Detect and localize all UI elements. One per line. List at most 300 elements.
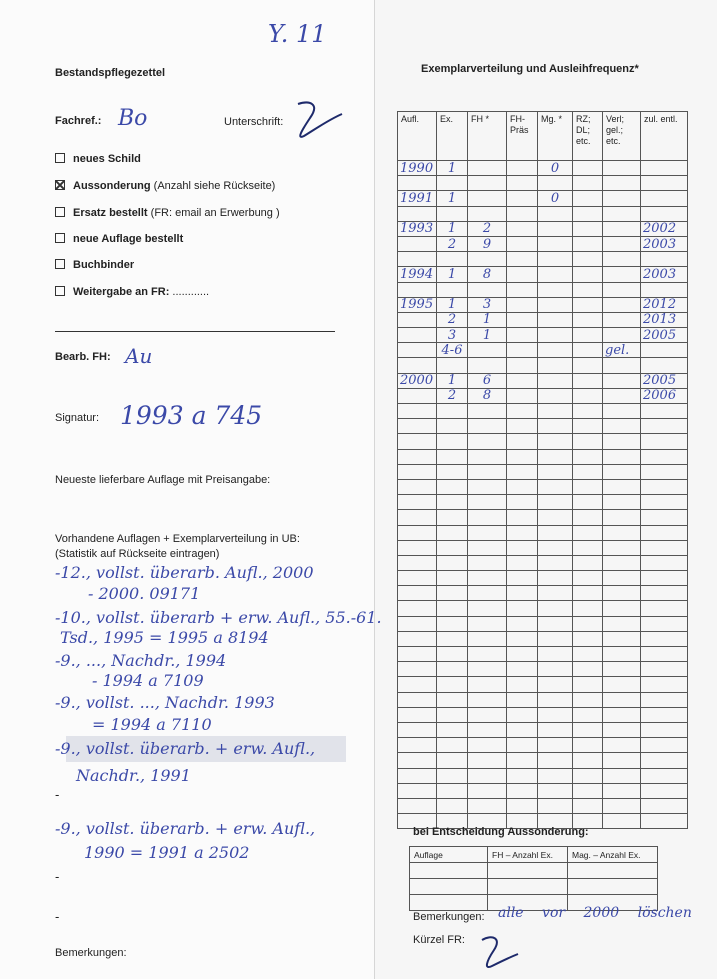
table-cell[interactable] [641,191,688,206]
table-cell[interactable] [437,358,468,373]
table-cell[interactable] [573,236,603,251]
table-cell[interactable]: 2005 [641,373,688,388]
table-cell[interactable] [641,419,688,434]
table-cell[interactable] [641,586,688,601]
table-cell[interactable] [437,722,468,737]
table-cell[interactable] [573,191,603,206]
table-cell[interactable] [398,692,437,707]
table-cell[interactable] [641,161,688,176]
table-cell[interactable] [398,434,437,449]
table-cell[interactable] [398,738,437,753]
table-cell[interactable] [507,510,538,525]
table-cell[interactable] [641,692,688,707]
table-cell[interactable]: 1991 [398,191,437,206]
table-cell[interactable] [507,753,538,768]
table-cell[interactable] [538,798,573,813]
table-cell[interactable] [488,879,568,895]
table-cell[interactable] [538,662,573,677]
option-ersatz-bestellt[interactable]: Ersatz bestellt (FR: email an Erwerbung ) [55,207,280,219]
table-cell[interactable]: 4-6 [437,343,468,358]
table-cell[interactable] [573,677,603,692]
table-cell[interactable] [603,236,641,251]
table-cell[interactable] [573,798,603,813]
table-cell[interactable] [507,601,538,616]
checkbox-icon[interactable] [55,233,65,243]
table-cell[interactable] [603,631,641,646]
table-cell[interactable] [468,252,507,267]
table-cell[interactable] [507,297,538,312]
table-cell[interactable] [507,464,538,479]
table-cell[interactable] [538,495,573,510]
table-cell[interactable] [603,434,641,449]
table-cell[interactable] [507,798,538,813]
table-cell[interactable] [573,419,603,434]
table-cell[interactable] [468,191,507,206]
table-cell[interactable] [641,722,688,737]
table-cell[interactable] [468,525,507,540]
table-cell[interactable] [603,282,641,297]
table-cell[interactable] [398,510,437,525]
table-cell[interactable] [398,571,437,586]
table-cell[interactable] [538,555,573,570]
table-cell[interactable] [437,555,468,570]
table-cell[interactable] [507,434,538,449]
table-cell[interactable]: 1995 [398,297,437,312]
table-cell[interactable] [437,449,468,464]
table-cell[interactable] [437,525,468,540]
table-cell[interactable] [507,236,538,251]
table-cell[interactable] [641,601,688,616]
table-cell[interactable] [468,479,507,494]
table-cell[interactable] [538,722,573,737]
table-cell[interactable] [437,206,468,221]
table-cell[interactable] [507,662,538,677]
table-cell[interactable] [507,647,538,662]
table-cell[interactable] [538,419,573,434]
table-cell[interactable] [538,707,573,722]
table-cell[interactable] [603,161,641,176]
table-cell[interactable] [641,358,688,373]
table-cell[interactable] [573,176,603,191]
table-cell[interactable] [573,722,603,737]
table-cell[interactable] [603,525,641,540]
table-cell[interactable] [468,601,507,616]
table-cell[interactable] [468,753,507,768]
table-cell[interactable] [603,404,641,419]
table-cell[interactable]: 2003 [641,267,688,282]
table-cell[interactable] [468,586,507,601]
table-cell[interactable] [538,783,573,798]
table-cell[interactable] [507,783,538,798]
table-cell[interactable] [603,753,641,768]
table-cell[interactable]: 1993 [398,221,437,236]
checkbox-icon[interactable] [55,286,65,296]
table-cell[interactable] [603,419,641,434]
table-cell[interactable] [603,312,641,327]
table-cell[interactable] [538,221,573,236]
table-cell[interactable] [538,540,573,555]
table-cell[interactable] [538,510,573,525]
table-cell[interactable] [507,206,538,221]
table-cell[interactable] [437,495,468,510]
table-cell[interactable] [437,479,468,494]
table-cell[interactable] [641,495,688,510]
option-buchbinder[interactable]: Buchbinder [55,259,134,271]
table-cell[interactable]: 2 [468,221,507,236]
table-cell[interactable] [507,312,538,327]
table-cell[interactable] [468,464,507,479]
table-cell[interactable] [437,692,468,707]
table-cell[interactable] [507,404,538,419]
table-cell[interactable]: 1 [437,373,468,388]
table-cell[interactable] [573,662,603,677]
table-cell[interactable] [603,373,641,388]
table-cell[interactable] [468,798,507,813]
table-cell[interactable] [410,879,488,895]
table-cell[interactable] [468,358,507,373]
table-cell[interactable] [603,662,641,677]
table-cell[interactable]: 1 [437,267,468,282]
table-cell[interactable] [538,267,573,282]
table-cell[interactable] [573,252,603,267]
table-cell[interactable] [507,191,538,206]
table-cell[interactable] [538,631,573,646]
table-cell[interactable] [437,252,468,267]
table-cell[interactable] [538,586,573,601]
table-cell[interactable] [538,434,573,449]
table-cell[interactable] [437,647,468,662]
table-cell[interactable] [398,540,437,555]
table-cell[interactable] [468,343,507,358]
table-cell[interactable] [603,722,641,737]
table-cell[interactable] [468,738,507,753]
table-cell[interactable] [641,176,688,191]
table-cell[interactable] [468,404,507,419]
table-cell[interactable] [641,707,688,722]
table-cell[interactable] [437,464,468,479]
table-cell[interactable] [538,373,573,388]
table-cell[interactable] [603,479,641,494]
table-cell[interactable] [603,798,641,813]
table-cell[interactable] [573,206,603,221]
table-cell[interactable] [437,616,468,631]
table-cell[interactable] [398,586,437,601]
table-cell[interactable] [437,662,468,677]
table-cell[interactable] [468,282,507,297]
table-cell[interactable] [538,404,573,419]
table-cell[interactable] [573,404,603,419]
table-cell[interactable] [468,662,507,677]
table-cell[interactable] [573,540,603,555]
table-cell[interactable] [641,738,688,753]
table-cell[interactable] [507,540,538,555]
table-cell[interactable] [437,798,468,813]
table-cell[interactable] [603,206,641,221]
table-cell[interactable] [468,555,507,570]
table-cell[interactable] [641,449,688,464]
table-cell[interactable] [603,267,641,282]
table-cell[interactable] [641,404,688,419]
table-cell[interactable] [603,297,641,312]
table-cell[interactable] [603,601,641,616]
table-cell[interactable] [437,707,468,722]
table-cell[interactable] [603,647,641,662]
table-cell[interactable]: 1 [468,328,507,343]
table-cell[interactable] [573,343,603,358]
table-cell[interactable] [573,586,603,601]
table-cell[interactable] [437,631,468,646]
table-cell[interactable] [507,479,538,494]
table-cell[interactable] [398,176,437,191]
table-cell[interactable] [641,434,688,449]
table-cell[interactable] [538,176,573,191]
checkbox-icon[interactable] [55,153,65,163]
table-cell[interactable] [603,677,641,692]
table-cell[interactable] [398,312,437,327]
table-cell[interactable]: 8 [468,267,507,282]
table-cell[interactable]: 8 [468,388,507,403]
table-cell[interactable] [437,434,468,449]
table-cell[interactable] [641,479,688,494]
table-cell[interactable] [437,540,468,555]
table-cell[interactable] [398,358,437,373]
table-cell[interactable] [398,252,437,267]
table-cell[interactable] [641,540,688,555]
table-cell[interactable] [507,343,538,358]
table-cell[interactable] [538,312,573,327]
table-cell[interactable] [603,388,641,403]
table-cell[interactable] [507,677,538,692]
table-cell[interactable] [641,252,688,267]
table-cell[interactable] [603,358,641,373]
table-cell[interactable] [398,783,437,798]
table-cell[interactable] [437,753,468,768]
table-cell[interactable] [573,555,603,570]
table-cell[interactable] [398,768,437,783]
table-cell[interactable] [398,601,437,616]
table-cell[interactable] [538,358,573,373]
table-cell[interactable] [641,631,688,646]
table-cell[interactable] [507,358,538,373]
table-cell[interactable] [507,768,538,783]
table-cell[interactable] [641,768,688,783]
table-cell[interactable] [507,707,538,722]
table-cell[interactable] [507,738,538,753]
table-cell[interactable] [573,312,603,327]
table-cell[interactable] [538,252,573,267]
table-cell[interactable] [468,510,507,525]
table-cell[interactable]: 2012 [641,297,688,312]
table-cell[interactable]: 9 [468,236,507,251]
table-cell[interactable] [573,647,603,662]
table-cell[interactable] [538,616,573,631]
table-cell[interactable] [538,236,573,251]
table-cell[interactable] [398,282,437,297]
table-cell[interactable] [507,388,538,403]
table-cell[interactable] [603,176,641,191]
table-cell[interactable] [398,798,437,813]
table-cell[interactable] [507,252,538,267]
checkbox-checked-icon[interactable] [55,180,65,190]
table-cell[interactable] [468,783,507,798]
table-cell[interactable] [468,540,507,555]
table-cell[interactable] [603,555,641,570]
table-cell[interactable] [573,161,603,176]
table-cell[interactable] [641,798,688,813]
table-cell[interactable] [573,434,603,449]
table-cell[interactable] [568,879,658,895]
table-cell[interactable] [507,161,538,176]
table-cell[interactable]: 1 [437,191,468,206]
table-cell[interactable] [538,388,573,403]
table-cell[interactable] [603,707,641,722]
table-cell[interactable] [507,616,538,631]
table-cell[interactable] [468,176,507,191]
table-cell[interactable] [603,616,641,631]
table-cell[interactable] [573,707,603,722]
table-cell[interactable] [398,328,437,343]
table-cell[interactable] [573,373,603,388]
table-cell[interactable] [573,495,603,510]
table-cell[interactable] [573,601,603,616]
table-cell[interactable]: 3 [468,297,507,312]
table-cell[interactable] [573,358,603,373]
table-cell[interactable]: 2 [437,388,468,403]
table-cell[interactable] [468,631,507,646]
table-cell[interactable] [573,631,603,646]
table-cell[interactable] [437,282,468,297]
table-cell[interactable] [507,525,538,540]
table-cell[interactable] [641,662,688,677]
table-cell[interactable] [538,479,573,494]
table-cell[interactable] [603,510,641,525]
table-cell[interactable] [437,510,468,525]
table-cell[interactable] [573,267,603,282]
table-cell[interactable]: 1990 [398,161,437,176]
table-cell[interactable] [507,495,538,510]
table-cell[interactable] [603,814,641,829]
table-cell[interactable] [538,647,573,662]
table-cell[interactable] [468,647,507,662]
table-cell[interactable] [398,616,437,631]
table-cell[interactable] [437,404,468,419]
table-cell[interactable] [468,161,507,176]
table-cell[interactable] [398,479,437,494]
table-cell[interactable]: 2005 [641,328,688,343]
table-cell[interactable] [573,525,603,540]
table-cell[interactable] [507,176,538,191]
table-cell[interactable] [468,677,507,692]
option-aussonderung[interactable]: Aussonderung (Anzahl siehe Rückseite) [55,180,275,192]
table-cell[interactable] [573,464,603,479]
table-cell[interactable] [437,571,468,586]
table-cell[interactable] [538,571,573,586]
table-cell[interactable] [603,540,641,555]
table-cell[interactable] [603,692,641,707]
table-cell[interactable] [437,419,468,434]
table-cell[interactable] [398,464,437,479]
table-cell[interactable] [641,206,688,221]
table-cell[interactable] [507,328,538,343]
table-cell[interactable]: 1 [437,161,468,176]
table-cell[interactable] [507,419,538,434]
table-cell[interactable] [398,631,437,646]
table-cell[interactable] [468,434,507,449]
table-cell[interactable] [398,555,437,570]
table-cell[interactable] [538,601,573,616]
table-cell[interactable] [468,722,507,737]
table-cell[interactable] [603,221,641,236]
table-cell[interactable] [573,328,603,343]
table-cell[interactable] [507,449,538,464]
table-cell[interactable] [568,863,658,879]
table-cell[interactable]: 2 [437,236,468,251]
table-cell[interactable] [641,571,688,586]
table-cell[interactable]: gel. [603,343,641,358]
table-cell[interactable] [538,753,573,768]
table-cell[interactable] [603,328,641,343]
table-cell[interactable] [437,176,468,191]
table-cell[interactable]: 2006 [641,388,688,403]
table-cell[interactable] [573,738,603,753]
table-cell[interactable] [398,495,437,510]
table-cell[interactable] [641,647,688,662]
table-cell[interactable] [398,449,437,464]
table-cell[interactable] [468,495,507,510]
table-cell[interactable] [603,464,641,479]
table-cell[interactable]: 2002 [641,221,688,236]
table-cell[interactable] [538,328,573,343]
table-cell[interactable] [641,677,688,692]
table-cell[interactable]: 1 [468,312,507,327]
table-cell[interactable] [468,768,507,783]
table-cell[interactable] [507,373,538,388]
table-cell[interactable] [398,707,437,722]
table-cell[interactable] [410,895,488,911]
table-cell[interactable] [641,464,688,479]
table-cell[interactable] [538,343,573,358]
table-cell[interactable] [398,662,437,677]
table-cell[interactable]: 3 [437,328,468,343]
table-cell[interactable] [398,206,437,221]
table-cell[interactable] [507,692,538,707]
table-cell[interactable] [573,510,603,525]
table-cell[interactable]: 0 [538,191,573,206]
table-cell[interactable]: 0 [538,161,573,176]
table-cell[interactable] [468,571,507,586]
table-cell[interactable]: 1994 [398,267,437,282]
table-cell[interactable] [573,479,603,494]
table-cell[interactable] [573,692,603,707]
table-cell[interactable]: 2013 [641,312,688,327]
table-cell[interactable] [538,464,573,479]
table-cell[interactable] [507,631,538,646]
checkbox-icon[interactable] [55,207,65,217]
table-cell[interactable] [573,388,603,403]
table-cell[interactable] [538,738,573,753]
table-cell[interactable] [538,282,573,297]
table-cell[interactable] [398,343,437,358]
option-weitergabe[interactable]: Weitergabe an FR: ............ [55,286,209,298]
table-cell[interactable] [538,768,573,783]
table-cell[interactable] [437,586,468,601]
table-cell[interactable] [507,586,538,601]
table-cell[interactable] [603,495,641,510]
table-cell[interactable] [641,783,688,798]
table-cell[interactable] [641,555,688,570]
table-cell[interactable] [468,692,507,707]
table-cell[interactable] [641,616,688,631]
